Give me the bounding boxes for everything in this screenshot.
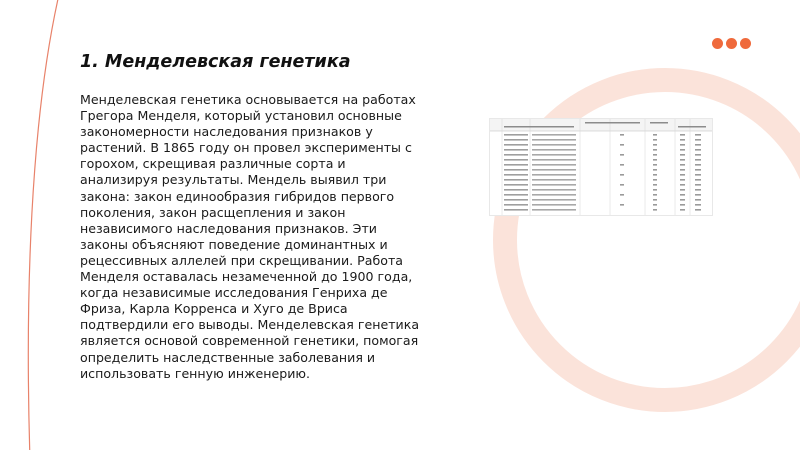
table-cell-mark	[653, 154, 657, 156]
table-cell-mark	[653, 179, 657, 181]
table-cell-mark	[653, 144, 657, 146]
table-cell-mark	[532, 154, 576, 156]
table-header-mark	[650, 122, 668, 124]
table-cell-mark	[532, 159, 576, 161]
table-cell-mark	[680, 169, 685, 171]
table-cell-mark	[532, 189, 576, 191]
table-cell-mark	[653, 209, 657, 211]
table-cell-mark	[695, 184, 701, 186]
table-cell-mark	[504, 149, 528, 151]
decorative-line	[28, 0, 60, 450]
table-cell-mark	[504, 139, 528, 141]
table-cell-mark	[653, 169, 657, 171]
table-header-band	[490, 119, 712, 131]
table-cell-mark	[653, 139, 657, 141]
table-cell-mark	[653, 134, 657, 136]
table-header-mark	[585, 122, 640, 124]
table-cell-mark	[504, 209, 528, 211]
dot-icon	[740, 38, 751, 49]
table-cell-mark	[532, 169, 576, 171]
table-cell-mark	[504, 154, 528, 156]
table-cell-mark	[680, 184, 685, 186]
table-cell-mark	[695, 189, 701, 191]
dot-icon	[712, 38, 723, 49]
table-cell-mark	[695, 154, 701, 156]
table-cell-mark	[680, 199, 685, 201]
table-cell-mark	[532, 134, 576, 136]
table-cell-mark	[504, 134, 528, 136]
table-header-mark	[504, 126, 574, 128]
table-cell-mark	[532, 194, 576, 196]
table-cell-mark	[504, 169, 528, 171]
table-cell-mark	[504, 189, 528, 191]
table-cell-mark	[695, 164, 701, 166]
table-cell-mark	[653, 199, 657, 201]
table-cell-mark	[653, 174, 657, 176]
table-cell-mark	[620, 184, 624, 186]
table-cell-mark	[532, 174, 576, 176]
table-cell-mark	[680, 154, 685, 156]
table-cell-mark	[695, 204, 701, 206]
three-dots-icon	[712, 38, 751, 49]
table-cell-mark	[653, 189, 657, 191]
table-cell-mark	[620, 144, 624, 146]
table-cell-mark	[653, 159, 657, 161]
table-cell-mark	[695, 144, 701, 146]
table-cell-mark	[620, 174, 624, 176]
table-image	[489, 118, 713, 216]
table-cell-mark	[504, 159, 528, 161]
table-cell-mark	[504, 164, 528, 166]
table-cell-mark	[620, 134, 624, 136]
table-cell-mark	[620, 194, 624, 196]
table-header-mark	[678, 126, 706, 128]
table-cell-mark	[680, 209, 685, 211]
table-cell-mark	[620, 164, 624, 166]
table-cell-mark	[695, 139, 701, 141]
table-cell-mark	[532, 149, 576, 151]
table-cell-mark	[532, 209, 576, 211]
table-cell-mark	[695, 174, 701, 176]
table-cell-mark	[532, 144, 576, 146]
table-cell-mark	[695, 169, 701, 171]
table-cell-mark	[504, 199, 528, 201]
table-cell-mark	[680, 149, 685, 151]
table-cell-mark	[695, 199, 701, 201]
table-cell-mark	[680, 179, 685, 181]
table-cell-mark	[695, 194, 701, 196]
table-cell-mark	[680, 144, 685, 146]
table-cell-mark	[620, 154, 624, 156]
table-cell-mark	[504, 174, 528, 176]
table-cell-mark	[680, 204, 685, 206]
table-cell-mark	[532, 204, 576, 206]
table-cell-mark	[680, 189, 685, 191]
table-cell-mark	[680, 159, 685, 161]
table-cell-mark	[680, 134, 685, 136]
table-cell-mark	[532, 139, 576, 141]
table-cell-mark	[653, 194, 657, 196]
table-cell-mark	[680, 164, 685, 166]
table-cell-mark	[532, 164, 576, 166]
table-cell-mark	[680, 139, 685, 141]
dot-icon	[726, 38, 737, 49]
table-cell-mark	[504, 144, 528, 146]
table-image-graphic	[490, 119, 712, 215]
table-cell-mark	[653, 149, 657, 151]
table-cell-mark	[653, 164, 657, 166]
slide-body-text: Менделевская генетика основывается на работах Грегора Менделя, который установил основные закономерности наследования признаков у растений. В 1865 году он провел эксперименты с горохом, скрещивая различные сорта и анализируя результаты. Мендель выявил три закона: закон единообразия гибридов первого поколения, закон расщепления и закон независимого наследования признаков. Эти законы объясняют поведение доминантных и рецессивных аллелей при скрещивании. Работа Менделя оставалась незамеченной до 1900 года, когда независимые исследования Генриха де Фриза, Карла Корренса и Хуго де Вриса подтвердили его выводы. Менделевская генетика является основой современной генетики, помогая определить наследственные заболевания и использовать генную инженерию.	[80, 92, 420, 381]
table-cell-mark	[504, 204, 528, 206]
table-cell-mark	[620, 204, 624, 206]
table-cell-mark	[695, 159, 701, 161]
table-cell-mark	[653, 184, 657, 186]
table-cell-mark	[504, 194, 528, 196]
table-cell-mark	[680, 174, 685, 176]
table-cell-mark	[532, 179, 576, 181]
table-cell-mark	[695, 149, 701, 151]
table-cell-mark	[504, 179, 528, 181]
table-cell-mark	[695, 209, 701, 211]
table-cell-mark	[532, 184, 576, 186]
table-cell-mark	[532, 199, 576, 201]
table-cell-mark	[695, 134, 701, 136]
table-cell-mark	[695, 179, 701, 181]
slide-title: 1. Менделевская генетика	[80, 52, 351, 72]
table-cell-mark	[653, 204, 657, 206]
table-cell-mark	[680, 194, 685, 196]
table-cell-mark	[504, 184, 528, 186]
